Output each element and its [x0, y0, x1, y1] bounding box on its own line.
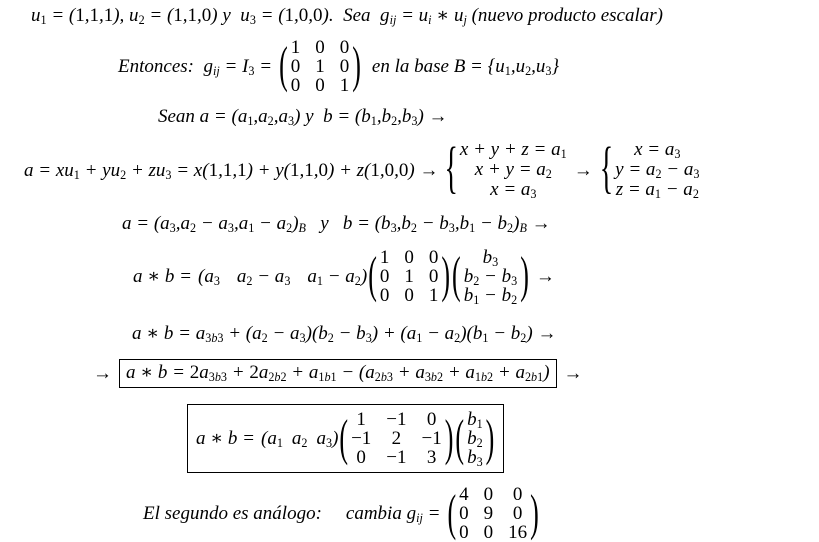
paren-right-icon: ): [520, 246, 529, 304]
matrix-cell: 0: [315, 74, 325, 96]
matrix-cell: 0: [315, 36, 325, 58]
matrix-cell: 0: [428, 246, 439, 268]
paren-right-icon: ): [530, 484, 539, 541]
row-vector-a-base: [198, 265, 367, 288]
paren-left-icon: (: [198, 265, 205, 287]
paren-right-icon: ): [352, 36, 361, 94]
matrix-cell: 0: [512, 503, 523, 524]
matrix-cell: 0: [356, 447, 366, 468]
paren-right-icon: ): [360, 265, 368, 287]
arrow-text: →: [563, 363, 583, 384]
column-vector-b-base: [451, 248, 530, 305]
vector-cell: $a_3$: [316, 428, 333, 451]
line-basis-definition: [31, 4, 663, 27]
system-row: $y = a_2 - a_3$: [615, 159, 700, 182]
identity-matrix: [278, 38, 362, 95]
vector-cell: $a_2 - a_3$: [236, 265, 291, 288]
matrix-cell: 1: [404, 265, 414, 287]
boxed-result-text: a ∗ $b = 2a_{3b3} + 2a_{2b2} + a_{1b1} - (a_{2b3} + a_{3b2} + a_{1b2} + a_{2b1})$: [126, 362, 550, 385]
row-vector-a: [261, 427, 338, 450]
paren-right-icon: ): [441, 246, 451, 304]
identity-matrix-grid: [378, 248, 441, 305]
system-row: $x = a_3$: [634, 139, 681, 162]
product-lhs-text: a ∗ b =: [196, 428, 255, 449]
vector-cell: $b_3$: [482, 246, 499, 269]
paren-left-icon: (: [261, 428, 268, 449]
line-boxed-result: [93, 359, 583, 388]
column-vector-cells: [462, 248, 519, 305]
paren-left-icon: (: [339, 409, 349, 466]
result-box: [119, 359, 557, 388]
product-lhs-text: a ∗ b =: [133, 265, 192, 287]
arrow-text: →: [93, 363, 112, 384]
system-row: $x + y = a_2$: [474, 159, 552, 182]
line-coordinate-systems: [24, 137, 700, 202]
matrix-cell: 0: [483, 522, 494, 542]
basis-definition-text: $u_1 = (1,1,1)$, $u_2 = (1,1,0)$ y $u_3 = (1,0,0)$. Sea $g_{ij} = u_i$ ∗ $u_j$ (nuevo producto escalar): [31, 5, 663, 28]
matrix-cell: 16: [508, 522, 528, 542]
product-expanded-text: a ∗ $b = a_{3b3} + (a_2 - a_3)(b_2 - b_3) + (a_1 - a_2)(b_1 - b_2)$ →: [132, 323, 557, 346]
gram-matrix: [338, 410, 454, 467]
paren-left-icon: (: [279, 36, 288, 94]
matrix-cell: 9: [483, 503, 494, 524]
equation-system-first: [444, 137, 567, 202]
matrix-cell: 0: [426, 409, 437, 430]
matrix-cell: 3: [426, 447, 437, 468]
matrix-cell: 1: [339, 74, 350, 96]
line-sean-vectors: [158, 105, 448, 128]
matrix-cell: 2: [391, 428, 402, 449]
matrix-cell: 0: [379, 265, 390, 287]
matrix-cell: 0: [379, 284, 390, 306]
matrix-cell: 0: [459, 522, 469, 542]
second-matrix-grid: [457, 485, 529, 542]
equation-system-second: [599, 137, 700, 202]
matrix-cell: 0: [339, 36, 350, 58]
system-rows: [460, 140, 567, 200]
paren-left-icon: (: [455, 409, 465, 466]
paren-right-icon: ): [332, 428, 339, 449]
matrix-cell: 0: [459, 503, 469, 524]
system-row: $x = a_3$: [490, 179, 537, 202]
vector-cell: $a_2$: [291, 428, 308, 451]
line-second-case: [143, 485, 540, 542]
second-case-text: El segundo es análogo:: [143, 503, 322, 524]
brace-left-icon: {: [444, 137, 458, 201]
matrix-cell: −1: [351, 428, 372, 449]
coordinates-lhs-text: $a = xu_1 + yu_2 + zu_3 = x(1,1,1) + y(1,1,0) + z(1,0,0)$ →: [24, 159, 439, 182]
matrix-cell: 0: [428, 265, 439, 287]
vector-cell: $a_1$: [267, 428, 283, 451]
paren-left-icon: (: [452, 246, 461, 304]
paren-left-icon: (: [447, 484, 457, 541]
matrix-cell: 0: [290, 74, 301, 96]
line-product-expanded: [132, 322, 556, 345]
vector-cell: $a_1 - a_2$: [307, 265, 361, 288]
brace-left-icon: {: [599, 137, 614, 201]
matrix-cell: 0: [404, 284, 414, 306]
line-product-matrix-form: [133, 247, 555, 305]
vector-cell: $a_3$: [204, 265, 220, 288]
row-vector-cells: [204, 265, 361, 288]
matrix-cell: 0: [339, 55, 350, 77]
vector-cell: $b_1 - b_2$: [463, 284, 518, 307]
vector-cell: $b_1$: [467, 409, 483, 432]
matrix-cell: −1: [421, 428, 442, 449]
entonces-rhs-text: en la base $B = \{u_1,u_2,u_3\}$: [371, 55, 560, 78]
identity-matrix-grid: [289, 38, 352, 95]
cambia-text: cambia $g_{ij}$ =: [345, 503, 441, 526]
identity-matrix: [367, 248, 451, 305]
matrix-cell: 1: [290, 36, 301, 58]
matrix-cell: 0: [404, 246, 414, 268]
line-boxed-matrix-form: [187, 404, 504, 473]
column-vector-cells: [465, 409, 485, 470]
vector-cell: $b_2 - b_3$: [463, 265, 518, 288]
arrow-text: →: [535, 265, 555, 287]
implies-arrow: →: [573, 159, 593, 181]
system-rows: [615, 140, 699, 200]
line-coordinates-in-base: [122, 212, 551, 235]
row-vector-cells: [267, 427, 332, 450]
line-gij-identity: [118, 37, 559, 95]
matrix-cell: 0: [512, 484, 523, 505]
matrix-cell: 0: [483, 484, 494, 505]
second-gij-matrix: [446, 485, 539, 542]
entonces-lhs-text: Entonces: $g_{ij} = I_3$ =: [118, 55, 273, 78]
matrix-cell: 0: [290, 55, 301, 77]
matrix-cell: −1: [386, 409, 407, 430]
matrix-cell: 4: [459, 484, 469, 505]
matrix-cell: 1: [315, 55, 325, 77]
column-vector-b: [454, 409, 495, 470]
vector-cell: $b_2$: [467, 428, 483, 451]
paren-right-icon: ): [444, 409, 454, 466]
sean-vectors-text: Sean $a = (a_1,a_2,a_3)$ y $b = (b_1,b_2,b_3)$ →: [158, 106, 448, 129]
matrix-form-box: [187, 404, 504, 473]
paren-right-icon: ): [485, 409, 495, 466]
coordinates-in-base-text: $a = (a_3,a_2 - a_3,a_1 - a_2)_B$ y $b = (b_3,b_2 - b_3,b_1 - b_2)_B$ →: [122, 213, 551, 236]
matrix-cell: 1: [379, 246, 390, 268]
system-row: $x + y + z = a_1$: [459, 139, 567, 162]
vector-cell: $b_3$: [467, 447, 483, 470]
matrix-cell: 1: [428, 284, 439, 306]
system-row: $z = a_1 - a_2$: [615, 179, 699, 202]
gram-matrix-grid: [349, 410, 444, 467]
matrix-cell: −1: [386, 447, 407, 468]
paren-left-icon: (: [368, 246, 377, 304]
matrix-cell: 1: [356, 409, 366, 430]
